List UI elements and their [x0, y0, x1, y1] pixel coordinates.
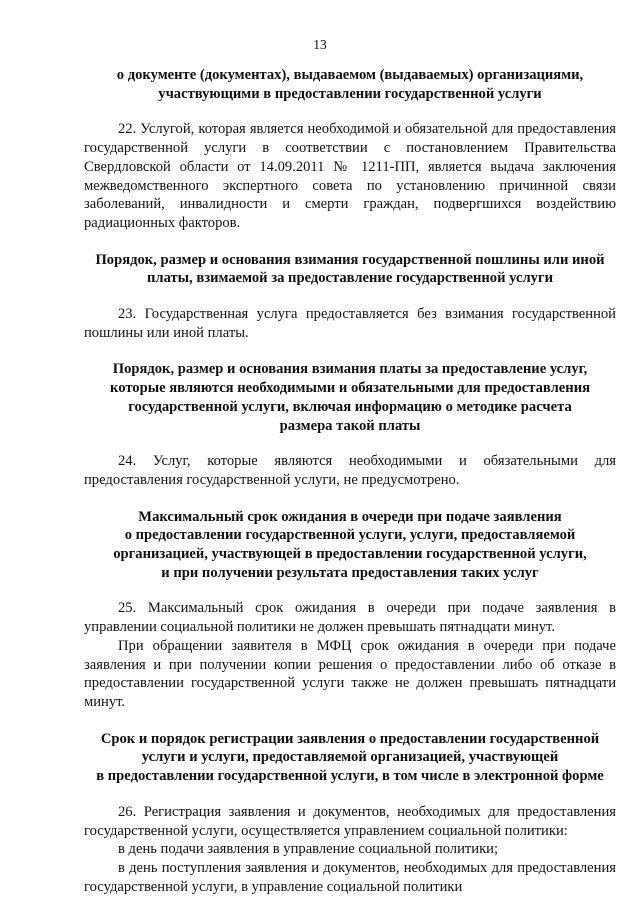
heading-line: услуги и услуги, предоставляемой организацией, участвующей [141, 749, 559, 766]
section-issued-documents [84, 66, 616, 233]
heading-line: размера такой платы [279, 417, 421, 434]
heading-line: платы, взимаемой за предоставление государственной услуги [146, 270, 553, 287]
paragraph-25: 25. Максимальный срок ожидания в очереди при подаче заявления в управлении социальной политики не должен превышать пятнадцати минут. [84, 600, 616, 636]
section-heading [84, 730, 616, 786]
heading-line: о предоставлении государственной услуги, услуги, предоставляемой [124, 527, 576, 544]
paragraph-26: 26. Регистрация заявления и документов, необходимых для предоставления государственной услуги, осуществляется управлением социальной политики: [84, 803, 616, 839]
section-service-fee [84, 360, 616, 489]
section-heading [84, 251, 616, 288]
section-queue-time [84, 508, 616, 712]
document-body [84, 66, 616, 896]
section-heading [84, 360, 616, 435]
section-heading [84, 508, 616, 583]
heading-line: которые являются необходимыми и обязательными для предоставления [110, 380, 590, 397]
heading-line: о документе (документах), выдаваемом (выдаваемых) организациями, [116, 67, 584, 83]
heading-line: Максимальный срок ожидания в очереди при подаче заявления [138, 508, 562, 525]
heading-line: Срок и порядок регистрации заявления о предоставлении государственной [100, 730, 600, 747]
heading-line: Порядок, размер и основания взимания платы за предоставление услуг, [112, 361, 588, 378]
section-heading [84, 66, 616, 103]
heading-line: и при получении результата предоставления таких услуг [161, 564, 539, 581]
paragraph-25-mfc: При обращении заявителя в МФЦ срок ожидания в очереди при подаче заявления и при получении копии решения о предоставлении либо об отказе в предоставлении государственной услуги также не должен превышать пятнадцати минут. [84, 637, 616, 710]
heading-line: Порядок, размер и основания взимания государственной пошлины или иной [95, 251, 605, 268]
paragraph-26-item-2: в день поступления заявления и документов, необходимых для предоставления государственной услуги, в управление социальной политики [84, 859, 616, 895]
section-state-fee [84, 251, 616, 343]
page-number: 13 [313, 37, 327, 52]
heading-line: государственной услуги, включая информацию о методике расчета [128, 398, 572, 415]
paragraph-26-item-1: в день подачи заявления в управление социальной политики; [118, 841, 499, 858]
paragraph-24: 24. Услуг, которые являются необходимыми и обязательными для предоставления государственной услуги, не предусмотрено. [84, 453, 616, 488]
paragraph-23: 23. Государственная услуга предоставляется без взимания государственной пошлины или иной платы. [84, 306, 616, 341]
heading-line: в предоставлении государственной услуги, в том числе в электронной форме [96, 768, 604, 785]
heading-line: участвующими в предоставлении государственной услуги [158, 85, 542, 102]
paragraph-22: 22. Услугой, которая является необходимой и обязательной для предоставления государственной услуги в соответствии с постановлением Правительства Свердловской области от 14.09.2011 № 1211-ПП, является выдача заключения межведомственного экспертного совета по установлению причинной связи заболеваний, инвалидности и смерти граждан, подвергшихся воздействию радиационных факторов. [84, 121, 616, 231]
heading-line: организацией, участвующей в предоставлении государственной услуги, [113, 546, 587, 563]
section-registration [84, 730, 616, 897]
